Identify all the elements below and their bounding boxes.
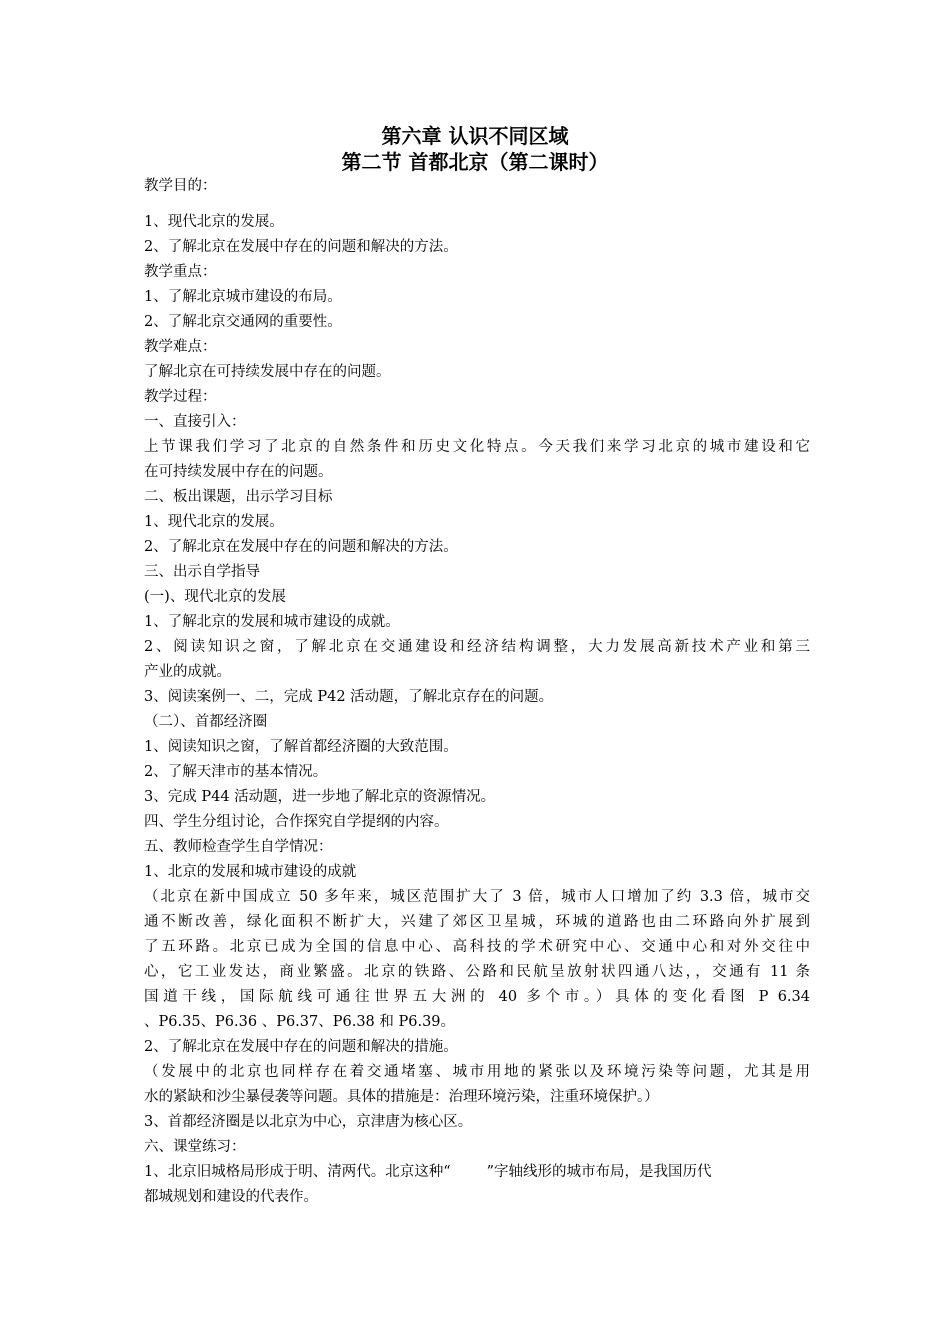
subsection-2-heading: （二）、首都经济圈 [144, 714, 268, 730]
section-title: 第二节 首都北京（第二课时） [341, 150, 609, 174]
key-point-2: 2、了解北京交通网的重要性。 [144, 314, 342, 330]
subsection-1-item-3: 3、阅读案例一、二，完成 P42 活动题，了解北京存在的问题。 [144, 689, 554, 705]
heading-teaching-process: 教学过程： [144, 389, 217, 405]
objective-2: 2、了解北京在发展中存在的问题和解决的方法。 [144, 239, 458, 255]
answer-1-text-line-5: 国道干线，国际航线可通往世界五大洲的 40 多个市。）具体的变化看图 P 6.34 [144, 989, 810, 1005]
answer-2-heading: 2、了解北京在发展中存在的问题和解决的措施。 [144, 1039, 458, 1055]
document-body [144, 174, 810, 1210]
exercise-1-line-2: 都城规划和建设的代表作。 [144, 1189, 318, 1205]
key-point-1: 1、了解北京城市建设的布局。 [144, 289, 342, 305]
chapter-title: 第六章 认识不同区域 [381, 124, 569, 148]
exercise-1-text-b: ”字轴线形的城市布局，是我国历代 [486, 1164, 712, 1180]
subsection-1-item-2-line-2: 产业的成就。 [144, 664, 231, 680]
step-3-heading: 三、出示自学指导 [144, 564, 260, 580]
subsection-2-item-2: 2、了解天津市的基本情况。 [144, 764, 328, 780]
answer-1-text-line-6: 、P6.35、P6.36 、P6.37、P6.38 和 P6.39。 [144, 1014, 456, 1030]
answer-1-text-line-3: 了五环路。北京已成为全国的信息中心、高科技的学术研究中心、交通中心和对外交往中 [144, 939, 810, 955]
exercise-1-line-1 [144, 1160, 810, 1185]
step-5-heading: 五、教师检查学生自学情况： [144, 839, 333, 855]
subsection-1-heading: (一)、现代北京的发展 [144, 589, 286, 605]
step-1-text-line-1: 上节课我们学习了北京的自然条件和历史文化特点。今天我们来学习北京的城市建设和它 [144, 439, 810, 455]
step-1-heading: 一、直接引入： [144, 414, 246, 430]
answer-2-text-line-2: 水的紧缺和沙尘暴侵袭等问题。具体的措施是：治理环境污染，注重环境保护。） [144, 1089, 659, 1105]
step-1-text-line-2: 在可持续发展中存在的问题。 [144, 464, 333, 480]
subsection-2-item-3: 3、完成 P44 活动题，进一步地了解北京的资源情况。 [144, 789, 496, 805]
answer-2-text-line-1: （发展中的北京也同样存在着交通堵塞、城市用地的紧张以及环境污染等问题，尤其是用 [144, 1064, 810, 1080]
heading-teaching-objectives: 教学目的： [144, 178, 217, 194]
heading-difficulties: 教学难点： [144, 339, 217, 355]
answer-3: 3、首都经济圈是以北京为中心，京津唐为核心区。 [144, 1114, 473, 1130]
heading-key-points: 教学重点： [144, 264, 217, 280]
step-6-heading: 六、课堂练习： [144, 1139, 246, 1155]
step-2-goal-2: 2、了解北京在发展中存在的问题和解决的方法。 [144, 539, 458, 555]
subsection-1-item-2-line-1: 2、阅读知识之窗，了解北京在交通建设和经济结构调整，大力发展高新技术产业和第三 [144, 639, 810, 655]
objective-1: 1、现代北京的发展。 [144, 214, 284, 230]
exercise-1-text-a: 1、北京旧城格局形成于明、清两代。北京这种“ [144, 1164, 451, 1180]
subsection-1-item-1: 1、了解北京的发展和城市建设的成就。 [144, 614, 400, 630]
step-4-heading: 四、学生分组讨论，合作探究自学提纲的内容。 [144, 814, 449, 830]
step-2-goal-1: 1、现代北京的发展。 [144, 514, 284, 530]
subsection-2-item-1: 1、阅读知识之窗，了解首都经济圈的大致范围。 [144, 739, 458, 755]
answer-1-heading: 1、北京的发展和城市建设的成就 [144, 864, 357, 880]
answer-1-text-line-4: 心，它工业发达，商业繁盛。北京的铁路、公路和民航呈放射状四通八达，，交通有 11 条 [144, 964, 810, 980]
step-2-heading: 二、板出课题，出示学习目标 [144, 489, 333, 505]
difficulty-1: 了解北京在可持续发展中存在的问题。 [144, 364, 391, 380]
answer-1-text-line-2: 通不断改善，绿化面积不断扩大，兴建了郊区卫星城，环城的道路也由二环路向外扩展到 [144, 914, 810, 930]
answer-1-text-line-1: （北京在新中国成立 50 多年来，城区范围扩大了 3 倍，城市人口增加了约 3.3 倍，城市交 [144, 889, 810, 905]
